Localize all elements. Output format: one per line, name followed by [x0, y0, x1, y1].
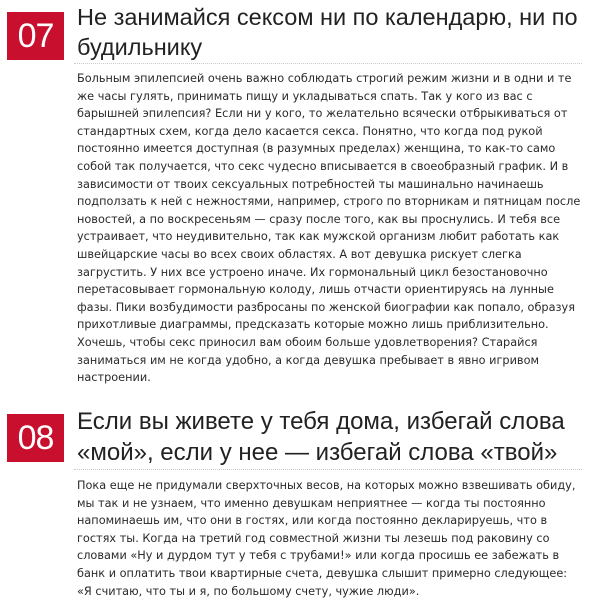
- section-heading: Не занимайся сексом ни по календарю, ни по будильнику: [77, 4, 578, 60]
- heading-divider: [74, 469, 582, 470]
- section-heading: Если вы живете у тебя дома, избегай слова «мой», если у нее — избегай слова «твой»: [77, 408, 565, 466]
- section-number-badge: 08: [7, 414, 64, 462]
- heading-divider: [74, 63, 582, 64]
- section-body-text: Пока еще не придумали сверхточных весов, на которых можно взвешивать обиду, мы так и не узнаем, что именно девушкам неприятнее — когда ты постоянно напоминаешь им, что они в гостях, или когда постоянно декларируешь, что в гостях ты. Когда на третий год совместной жизни ты лезешь под раковину со словами «Ну и дурдом тут у тебя с трубами!» или когда просишь ее забежать в банк и оплатить твои квартирные счета, девушка слышит примерно следующее: «Я считаю, что ты и я, по большому счету, чужие люди».: [77, 479, 576, 598]
- section-number-badge: 07: [7, 12, 64, 60]
- section-body-text: Больным эпилепсией очень важно соблюдать строгий режим жизни и в одни и те же часы гулять, принимать пищу и укладываться спать. Так у кого из вас с барышней эпилепсия? Если ни у кого, то желательно всячески отбрыкиваться от стандартных схем, когда дело касается секса. Понятно, что когда под рукой постоянно имеется доступная (в разумных пределах) женщина, то как-то само собой так получается, что секс чудесно вписывается в своеобразный график. И в зависимости от твоих сексуальных потребностей ты машинально начинаешь подползать к ней с нежностями, например, строго по вторникам и пятницам после новостей, а по воскресеньям — сразу после того, как вы проснулись. И тебя все устраивает, что неудивительно, так как мужской организм любит работать как швейцарские часы во всех своих областях. А вот девушка рискует слегка загрустить. У них все устроено иначе. Их гормональный цикл безостановочно перетасовывает гормональную колоду, лишь отчасти ориентируясь на лунные фазы. Пики возбудимости разбросаны по женской биографии как попало, образуя прихотливые диаграммы, предсказать которые можно лишь приблизительно. Хочешь, чтобы секс приносил вам обоим больше удовлетворения? Старайся заниматься им не когда удобно, а когда девушка пребывает в явно игривом настроении.: [77, 72, 581, 385]
